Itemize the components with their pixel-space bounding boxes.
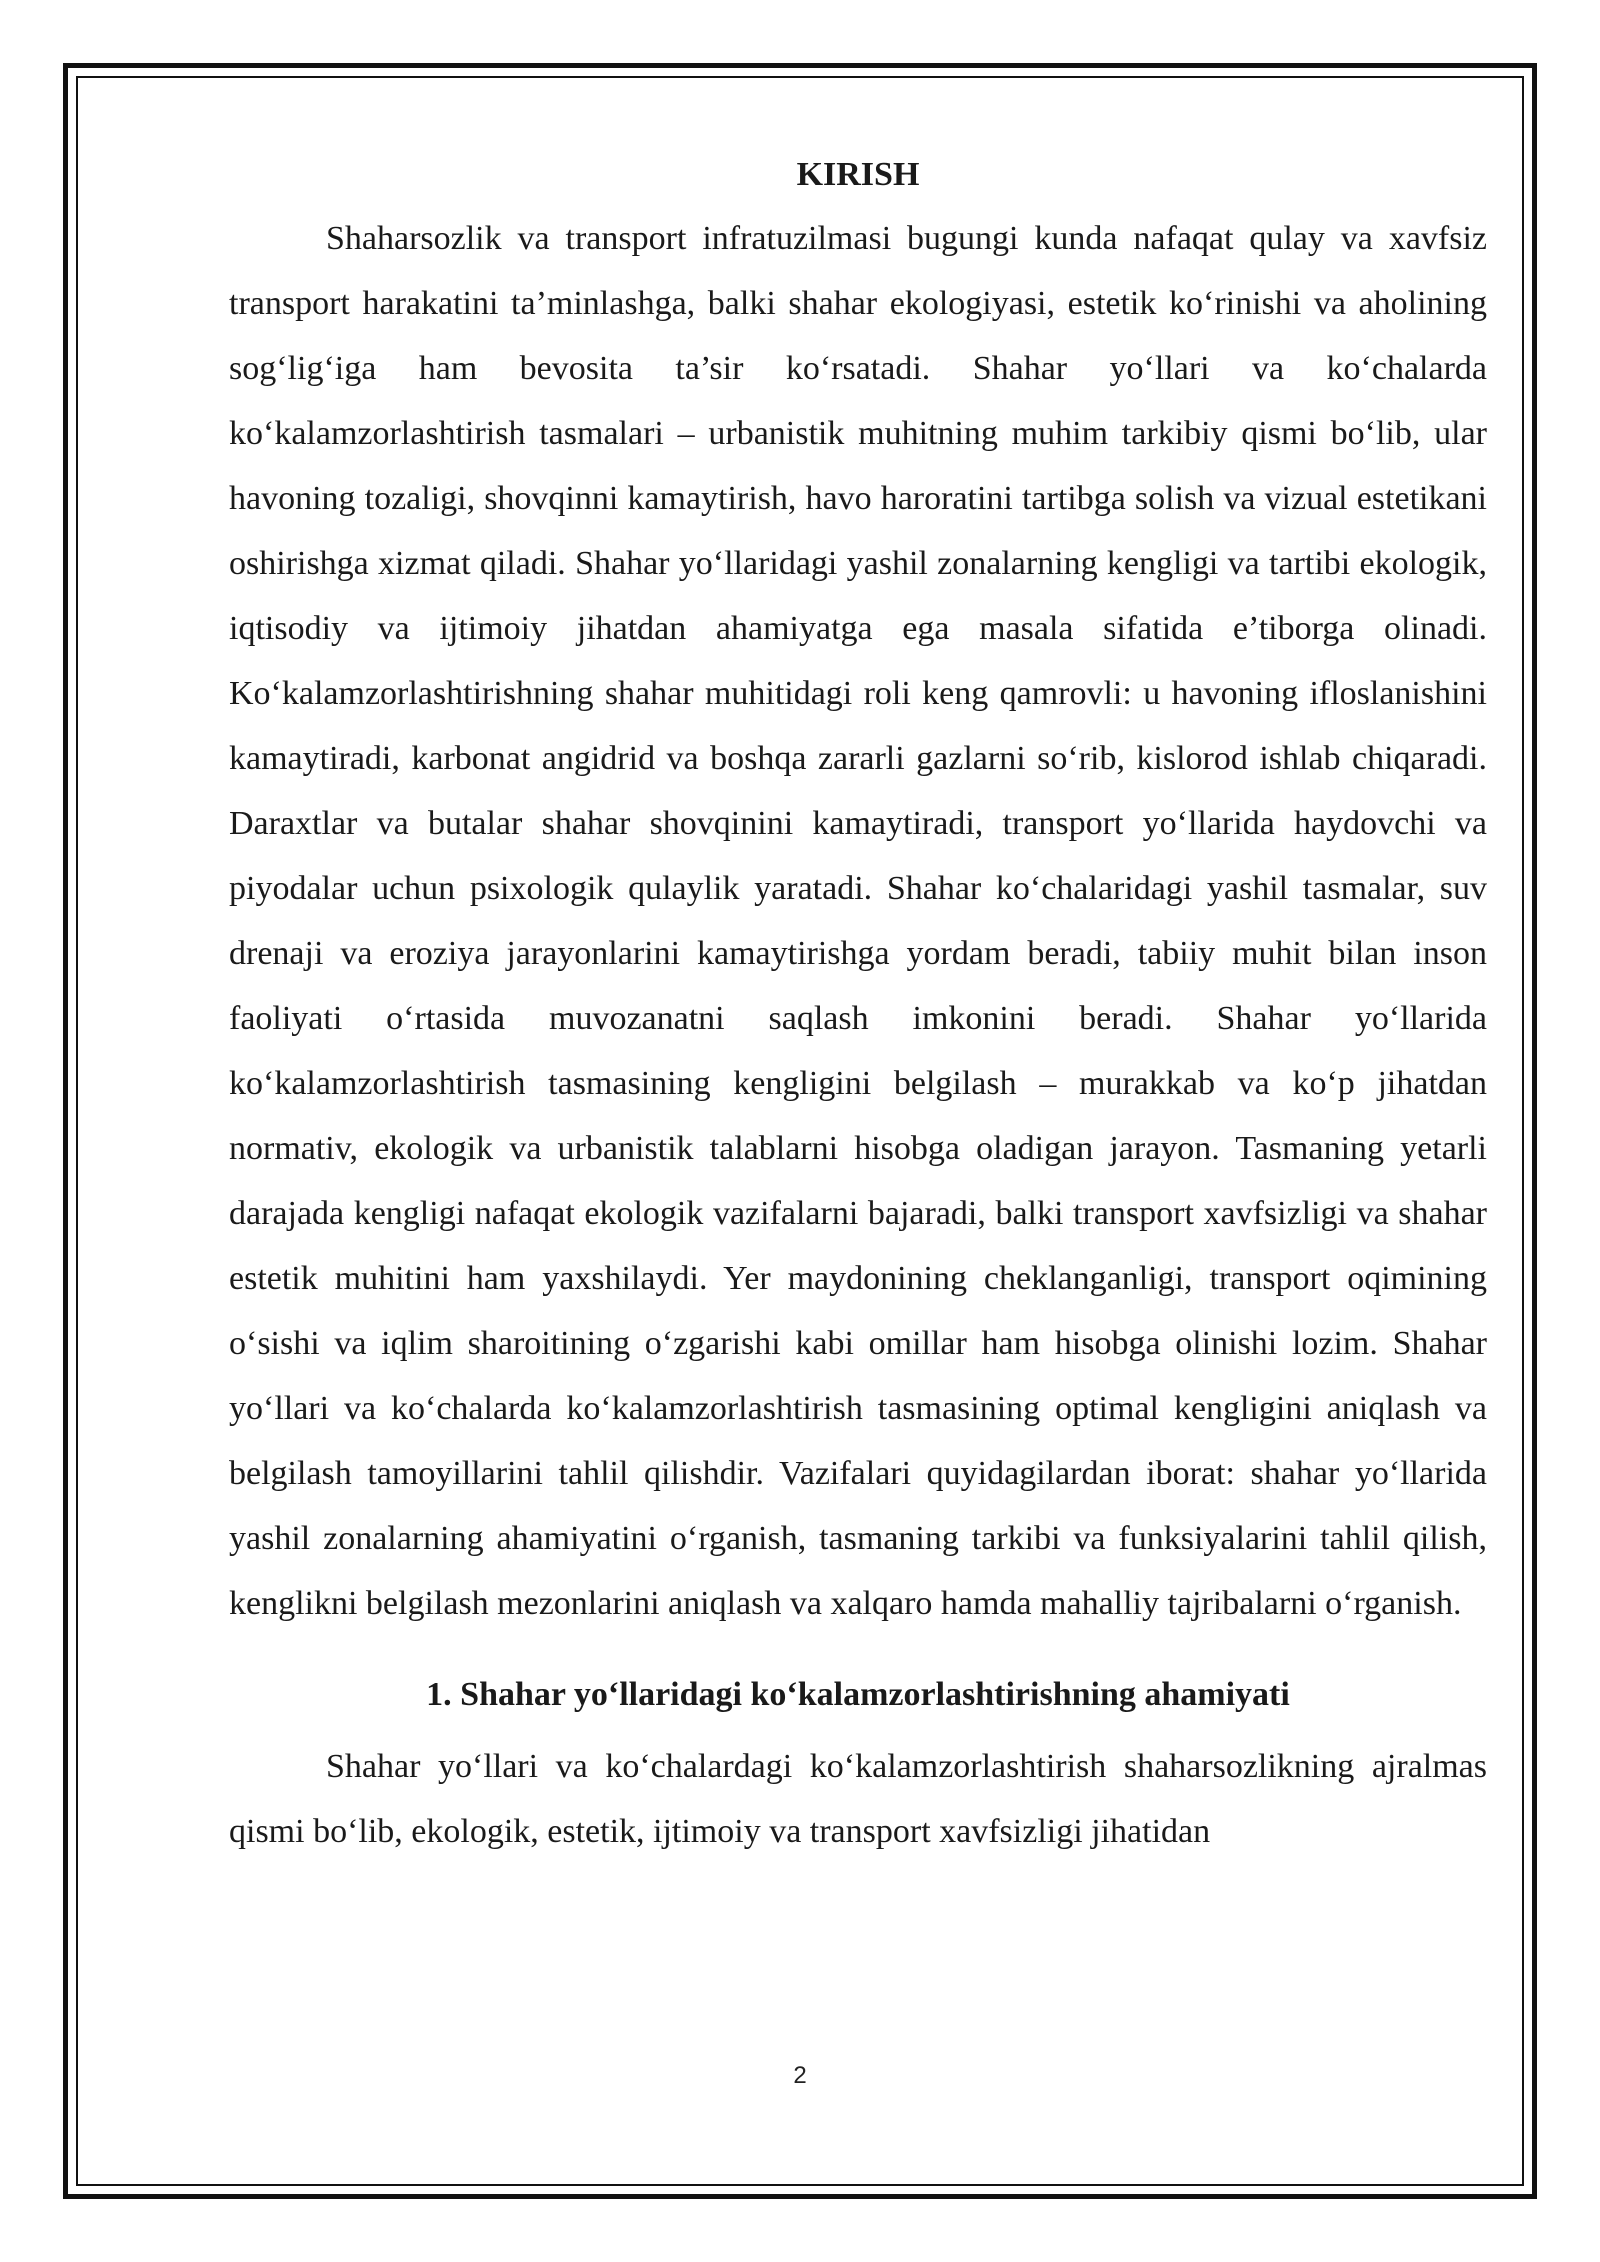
intro-paragraph: Shaharsozlik va transport infratuzilmasi bugungi kunda nafaqat qulay va xavfsiz transport harakatini ta’minlashga, balki shahar ekologiyasi, estetik ko‘rinishi va aholining sog‘lig‘iga ham bevosita ta’sir ko‘rsatadi. Shahar yo‘llari va ko‘chalarda ko‘kalamzorlashtirish tasmalari – urbanistik muhitning muhim tarkibiy qismi bo‘lib, ular havoning tozaligi, shovqinni kamaytirish, havo haroratini tartibga solish va vizual estetikani oshirishga xizmat qiladi. Shahar yo‘llaridagi yashil zonalarning kengligi va tartibi ekologik, iqtisodiy va ijtimoiy jihatdan ahamiyatga ega masala sifatida e’tiborga olinadi. Ko‘kalamzorlashtirishning shahar muhitidagi roli keng qamrovli: u havoning ifloslanishini kamaytiradi, karbonat angidrid va boshqa zararli gazlarni so‘rib, kislorod ishlab chiqaradi. Daraxtlar va butalar shahar shovqinini kamaytiradi, transport yo‘llarida haydovchi va piyodalar uchun psixologik qulaylik yaratadi. Shahar ko‘chalaridagi yashil tasmalar, suv drenaji va eroziya jarayonlarini kamaytirishga yordam beradi, tabiiy muhit bilan inson faoliyati o‘rtasida muvozanatni saqlash imkonini beradi. Shahar yo‘llarida ko‘kalamzorlashtirish tasmasining kengligini belgilash – murakkab va ko‘p jihatdan normativ, ekologik va urbanistik talablarni hisobga oladigan jarayon. Tasmaning yetarli darajada kengligi nafaqat ekologik vazifalarni bajaradi, balki transport xavfsizligi va shahar estetik muhitini ham yaxshilaydi. Yer maydonining cheklanganligi, transport oqimining o‘sishi va iqlim sharoitining o‘zgarishi kabi omillar ham hisobga olinishi lozim. Shahar yo‘llari va ko‘chalarda ko‘kalamzorlashtirish tasmasining optimal kengligini aniqlash va belgilash tamoyillarini tahlil qilishdir. Vazifalari quyidagilardan iborat: shahar yo‘llarida yashil zonalarning ahamiyatini o‘rganish, tasmaning tarkibi va funksiyalarini tahlil qilish, kenglikni belgilash mezonlarini aniqlash va xalqaro hamda mahalliy tajribalarni o‘rganish. — [229, 220, 1487, 1622]
document-page — [229, 148, 1487, 1864]
page-title: KIRISH — [796, 156, 920, 193]
section-paragraph: Shahar yo‘llari va ko‘chalardagi ko‘kalamzorlashtirish shaharsozlikning ajralmas qismi bo‘lib, ekologik, estetik, ijtimoiy va transport xavfsizligi jihatidan — [229, 1748, 1487, 1850]
section-heading: 1. Shahar yo‘llaridagi ko‘kalamzorlashtirishning ahamiyati — [426, 1676, 1290, 1713]
page-number: 2 — [793, 2062, 807, 2089]
